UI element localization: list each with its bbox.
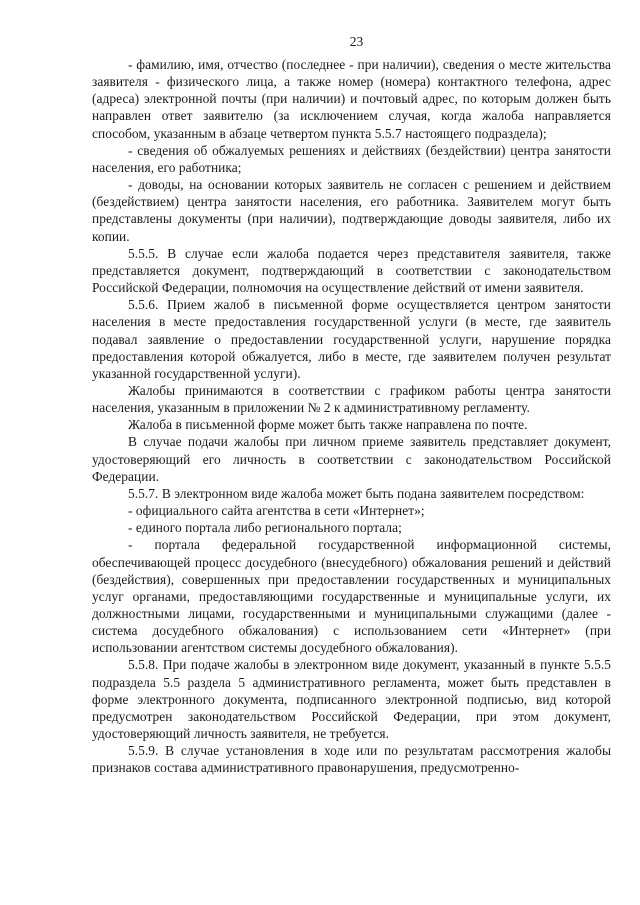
paragraph-5-5-6: 5.5.6. Прием жалоб в письменной форме осуществляется центром занятости населения в месте предоставления государственной услуги (в месте, где заявитель подавал заявление о предоставлении государственной услуги, нарушение порядка предоставления которой обжалуется, либо в месте, где заявителем получен результат указанной государственной услуги). — [92, 297, 611, 381]
paragraph-5-5-9: 5.5.9. В случае установления в ходе или по результатам рассмотрения жалобы признаков состава административного правонарушения, предусмотренно- — [92, 743, 611, 776]
page-number: 23 — [349, 34, 364, 49]
paragraph-arguments: - доводы, на основании которых заявитель не согласен с решением и действием (бездействием) центра занятости населения, его работника. Заявителем могут быть представлены документы (при наличии), подтверждающие доводы заявителя, либо их копии. — [92, 177, 611, 244]
paragraph-5-5-8: 5.5.8. При подаче жалобы в электронном виде документ, указанный в пункте 5.5.5 подраздела 5.5 раздела 5 административного регламента, может быть представлен в форме электронного документа, подписанного электронной подписью, вид которой предусмотрен законодательством Российской Федерации, при этом документ, удостоверяющий личность заявителя, не требуется. — [92, 657, 611, 742]
paragraph-schedule: Жалобы принимаются в соответствии с графиком работы центра занятости населения, указанным в приложении № 2 к административному регламенту. — [92, 382, 611, 416]
paragraph-5-5-5: 5.5.5. В случае если жалоба подается через представителя заявителя, также представляется документ, подтверждающий в соответствии с законодательством Российской Федерации, полномочия на осуществление действий от имени заявителя. — [92, 245, 611, 296]
list-item-unified-portal: - единого портала либо регионального портала; — [128, 520, 402, 536]
paragraph-appealed-decisions: - сведения об обжалуемых решениях и действиях (бездействии) центра занятости населения, его работника; — [92, 142, 611, 175]
paragraph-5-5-7: 5.5.7. В электронном виде жалоба может быть подана заявителем посредством: — [128, 485, 585, 501]
list-item-federal-system: - портала федеральной государственной информационной системы, обеспечивающей процесс досудебного (внесудебного) обжалования решений и действий (бездействия), совершенных при предоставлении государственных и муниципальных услуг органами, предоставляющими государственные и муниципальные услуги, их должностными лицами, государственными и муниципальными служащими (далее - система досудебного обжалования) с использованием сети «Интернет» (при использовании агентством системы досудебного обжалования). — [92, 537, 611, 656]
list-item-official-site: - официального сайта агентства в сети «Интернет»; — [128, 503, 425, 519]
paragraph-personal-reception: В случае подачи жалобы при личном приеме заявитель представляет документ, удостоверяющий его личность в соответствии с законодательством Российской Федерации. — [92, 434, 611, 484]
paragraph-by-mail: Жалоба в письменной форме может быть также направлена по почте. — [128, 417, 528, 433]
paragraph-applicant-details: - фамилию, имя, отчество (последнее - при наличии), сведения о месте жительства заявителя - физического лица, а также номер (номера) контактного телефона, адрес (адреса) электронной почты (при наличии) и почтовый адрес, по которым должен быть направлен ответ заявителю (за исключением случая, когда жалоба направляется способом, указанным в абзаце четвертом пункта 5.5.7 настоящего подраздела); — [92, 57, 611, 141]
